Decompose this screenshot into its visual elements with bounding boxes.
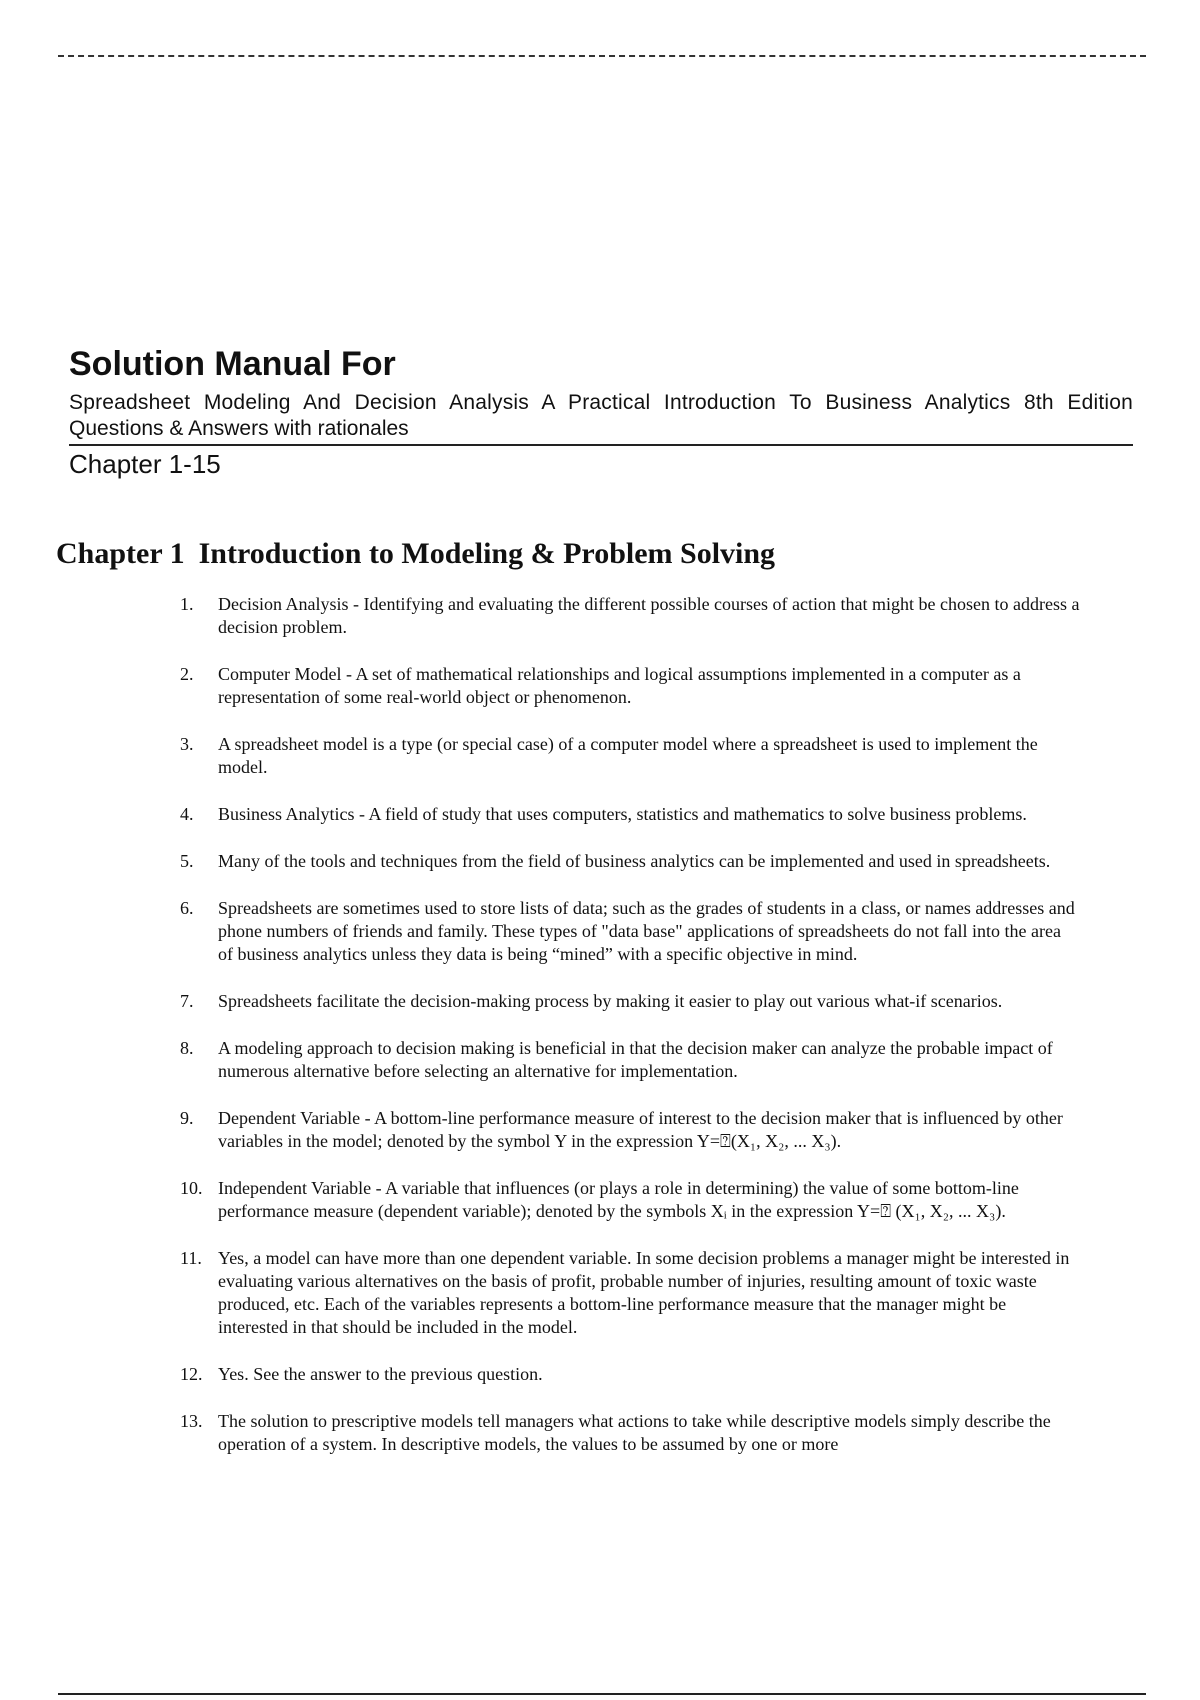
cover-subtitle: Spreadsheet Modeling And Decision Analysis A Practical Introduction To Business Analytics 8th Edition	[69, 391, 1133, 414]
item-text: Independent Variable - A variable that influences (or plays a role in determining) the value of some bottom-line performance measure (dependent variable); denoted by the symbols Xᵢ in the expression Y=⍰ (X₁, X₂, ... X₃).	[218, 1178, 1019, 1221]
list-item	[180, 1177, 1080, 1223]
list-item	[180, 897, 1080, 966]
chapter-heading	[56, 534, 775, 574]
list-item	[180, 1247, 1080, 1339]
chapter-label: Chapter 1	[56, 537, 185, 570]
list-item	[180, 1107, 1080, 1153]
item-number: 2.	[180, 664, 194, 684]
item-text: Yes, a model can have more than one dependent variable. In some decision problems a manager might be interested in evaluating various alternatives on the basis of profit, probable number of injuries, resulting amount of toxic waste produced, etc. Each of the variables represents a bottom-line performance measure that the manager might be interested in that should be included in the model.	[218, 1248, 1070, 1337]
item-text: Spreadsheets are sometimes used to store lists of data; such as the grades of students in a class, or names addresses and phone numbers of friends and family. These types of "data base" applications of spreadsheets do not fall into the area of business analytics unless they data is being “mined” with a specific objective in mind.	[218, 898, 1075, 964]
list-item	[180, 1410, 1080, 1456]
item-text: Computer Model - A set of mathematical relationships and logical assumptions implemented in a computer as a representation of some real-world object or phenomenon.	[218, 664, 1021, 707]
list-item	[180, 593, 1080, 639]
bottom-rule	[58, 1693, 1146, 1695]
item-number: 5.	[180, 851, 194, 871]
item-number: 1.	[180, 594, 194, 614]
top-dashed-rule	[58, 55, 1146, 57]
item-number: 13.	[180, 1411, 203, 1431]
list-item	[180, 663, 1080, 709]
cover-title: Solution Manual For	[69, 345, 396, 383]
item-text: Business Analytics - A field of study that uses computers, statistics and mathematics to solve business problems.	[218, 804, 1027, 824]
item-number: 11.	[180, 1248, 202, 1268]
cover-block	[69, 344, 1133, 480]
item-text: Decision Analysis - Identifying and evaluating the different possible courses of action that might be chosen to address a decision problem.	[218, 594, 1080, 637]
answer-list	[180, 593, 1080, 1480]
list-item	[180, 1037, 1080, 1083]
item-number: 7.	[180, 991, 194, 1011]
item-text: Yes. See the answer to the previous question.	[218, 1364, 543, 1384]
item-text: The solution to prescriptive models tell managers what actions to take while descriptive models simply describe the operation of a system. In descriptive models, the values to be assumed by one or more	[218, 1411, 1051, 1454]
item-number: 4.	[180, 804, 194, 824]
item-text: Spreadsheets facilitate the decision-making process by making it easier to play out various what-if scenarios.	[218, 991, 1003, 1011]
item-number: 9.	[180, 1108, 194, 1128]
list-item	[180, 733, 1080, 779]
list-item	[180, 990, 1080, 1013]
list-item	[180, 1363, 1080, 1386]
list-item	[180, 850, 1080, 873]
cover-qa-line: Questions & Answers with rationales	[69, 416, 1133, 446]
item-number: 10.	[180, 1178, 203, 1198]
item-text: A spreadsheet model is a type (or special case) of a computer model where a spreadsheet is used to implement the model.	[218, 734, 1038, 777]
item-text: Dependent Variable - A bottom-line performance measure of interest to the decision maker that is influenced by other variables in the model; denoted by the symbol Y in the expression Y=⍰(X₁, X₂, ... X₃).	[218, 1108, 1063, 1151]
chapter-title: Introduction to Modeling & Problem Solving	[198, 537, 776, 570]
item-number: 12.	[180, 1364, 203, 1384]
item-text: Many of the tools and techniques from the field of business analytics can be implemented and used in spreadsheets.	[218, 851, 1051, 871]
item-number: 6.	[180, 898, 194, 918]
item-number: 8.	[180, 1038, 194, 1058]
cover-chapter-range: Chapter 1-15	[69, 449, 221, 479]
item-number: 3.	[180, 734, 194, 754]
list-item	[180, 803, 1080, 826]
item-text: A modeling approach to decision making is beneficial in that the decision maker can analyze the probable impact of numerous alternative before selecting an alternative for implementation.	[218, 1038, 1053, 1081]
